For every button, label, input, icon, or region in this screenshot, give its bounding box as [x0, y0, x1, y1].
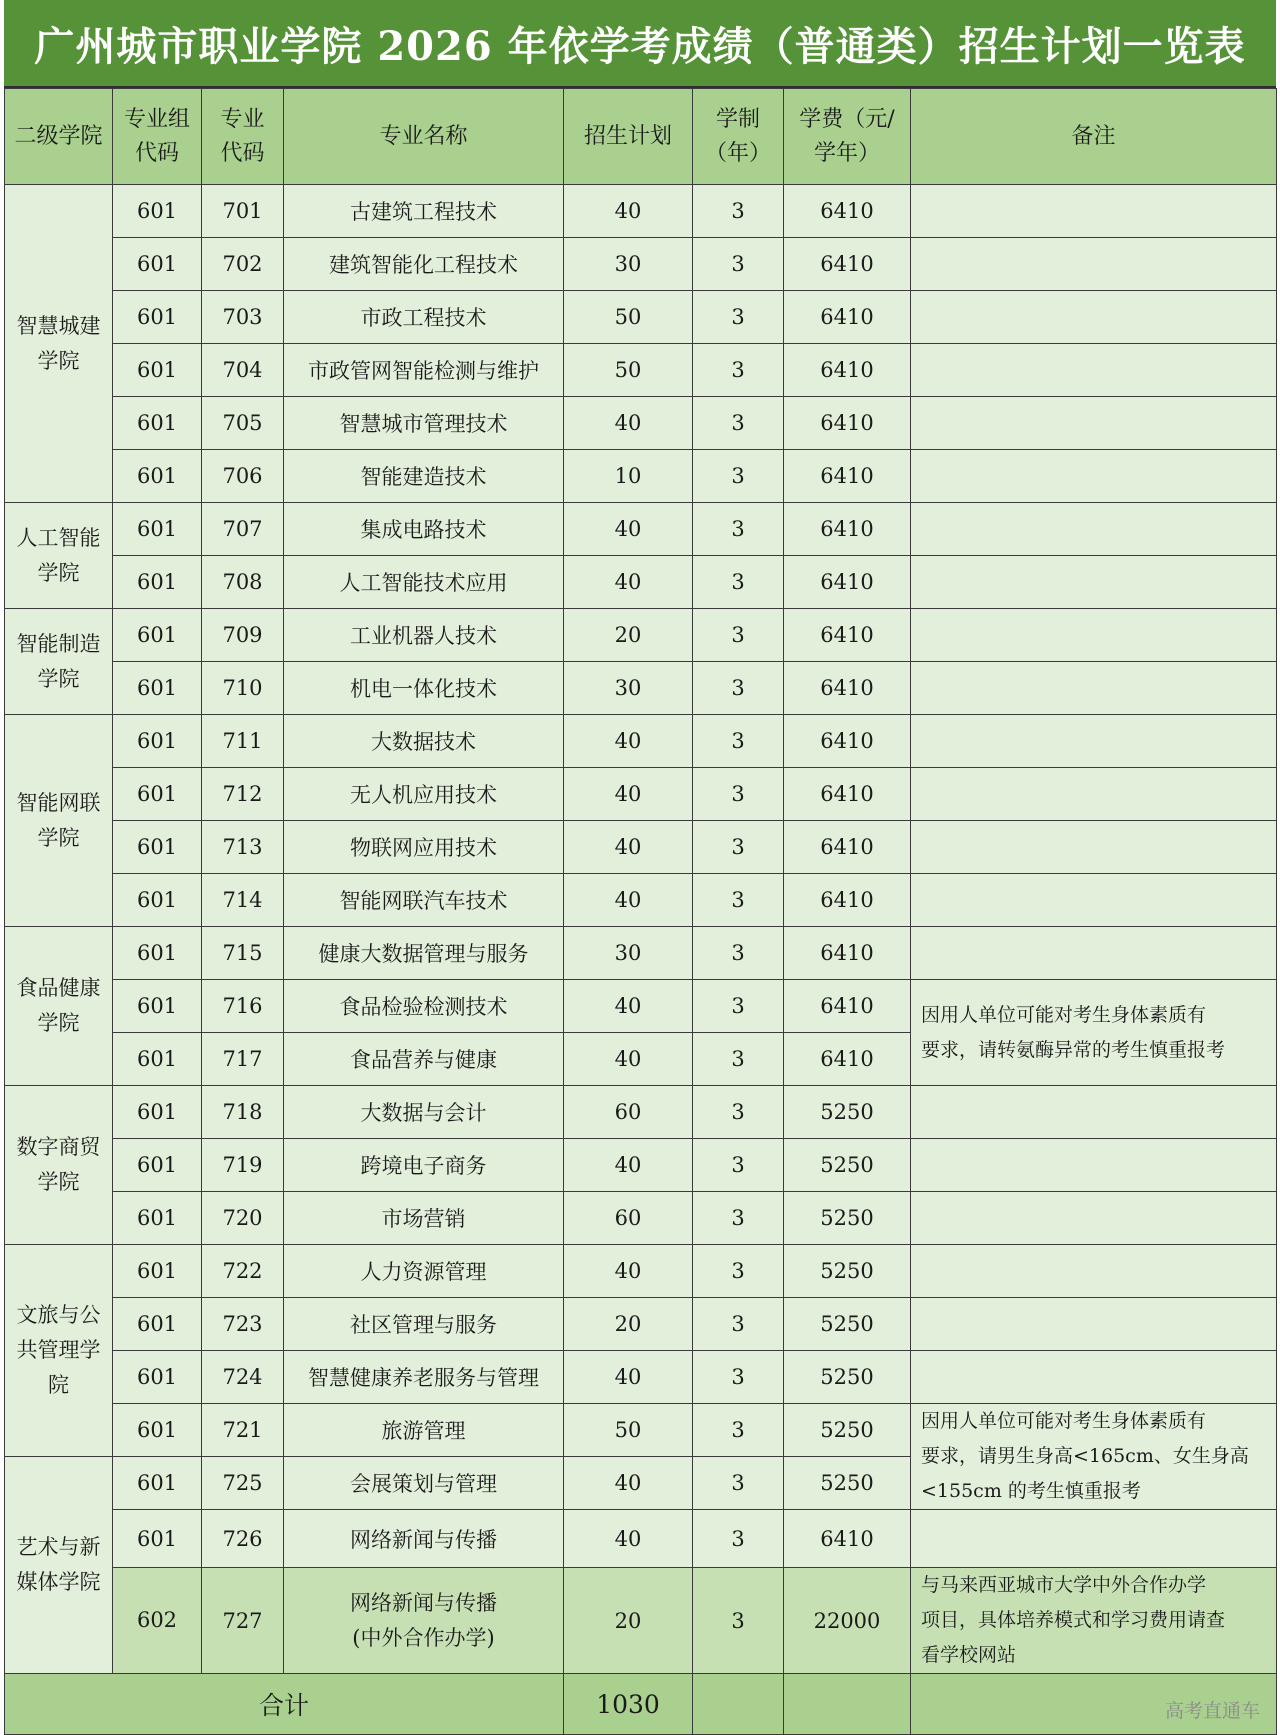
plan-cell: 40 — [564, 397, 693, 450]
fee-cell: 6410 — [784, 291, 911, 344]
major-code-cell: 721 — [202, 1404, 284, 1457]
college-cell: 人工智能 学院 — [5, 503, 113, 609]
fee-cell: 6410 — [784, 556, 911, 609]
remark-cell — [911, 503, 1277, 556]
group-code-cell: 601 — [113, 238, 202, 291]
major-name-cell: 跨境电子商务 — [284, 1139, 564, 1192]
remark-cell — [911, 238, 1277, 291]
major-name-cell: 会展策划与管理 — [284, 1457, 564, 1510]
major-name-cell: 网络新闻与传播 — [284, 1510, 564, 1568]
plan-cell: 40 — [564, 1457, 693, 1510]
fee-cell: 6410 — [784, 1510, 911, 1568]
watermark-text: 高考直通车 — [1164, 1700, 1260, 1722]
years-cell: 3 — [693, 1139, 784, 1192]
plan-cell: 40 — [564, 980, 693, 1033]
remark-cell — [911, 450, 1277, 503]
major-name-cell: 人工智能技术应用 — [284, 556, 564, 609]
major-code-cell: 704 — [202, 344, 284, 397]
college-cell: 数字商贸 学院 — [5, 1086, 113, 1245]
table-row — [5, 503, 1277, 556]
major-code-cell: 709 — [202, 609, 284, 662]
table-row — [5, 238, 1277, 291]
remark-cell — [911, 1351, 1277, 1404]
plan-cell: 40 — [564, 556, 693, 609]
plan-cell: 40 — [564, 821, 693, 874]
fee-cell: 5250 — [784, 1245, 911, 1298]
years-cell: 3 — [693, 397, 784, 450]
total-label: 合计 — [5, 1674, 564, 1735]
table-row — [5, 821, 1277, 874]
fee-cell: 5250 — [784, 1086, 911, 1139]
table-row — [5, 1404, 1277, 1457]
major-name-cell: 智能网联汽车技术 — [284, 874, 564, 927]
fee-cell: 6410 — [784, 662, 911, 715]
table-row — [5, 1192, 1277, 1245]
group-code-cell: 601 — [113, 450, 202, 503]
group-code-cell: 602 — [113, 1568, 202, 1674]
fee-cell: 6410 — [784, 927, 911, 980]
plan-cell: 50 — [564, 291, 693, 344]
table-row — [5, 980, 1277, 1033]
years-cell: 3 — [693, 927, 784, 980]
remark-cell — [911, 768, 1277, 821]
major-name-cell: 市场营销 — [284, 1192, 564, 1245]
years-cell: 3 — [693, 1457, 784, 1510]
major-code-cell: 720 — [202, 1192, 284, 1245]
plan-cell: 30 — [564, 927, 693, 980]
major-code-cell: 725 — [202, 1457, 284, 1510]
college-cell: 文旅与公 共管理学 院 — [5, 1245, 113, 1457]
fee-cell: 6410 — [784, 715, 911, 768]
major-name-cell: 社区管理与服务 — [284, 1298, 564, 1351]
major-code-cell: 722 — [202, 1245, 284, 1298]
major-name-cell: 大数据技术 — [284, 715, 564, 768]
plan-cell: 40 — [564, 768, 693, 821]
major-code-cell: 707 — [202, 503, 284, 556]
table-row — [5, 609, 1277, 662]
college-cell: 智能网联 学院 — [5, 715, 113, 927]
fee-cell: 6410 — [784, 344, 911, 397]
college-cell: 食品健康 学院 — [5, 927, 113, 1086]
years-cell: 3 — [693, 1298, 784, 1351]
plan-cell: 50 — [564, 1404, 693, 1457]
fee-cell: 6410 — [784, 821, 911, 874]
college-cell: 艺术与新 媒体学院 — [5, 1457, 113, 1674]
group-code-cell: 601 — [113, 1510, 202, 1568]
years-cell: 3 — [693, 1033, 784, 1086]
major-code-cell: 723 — [202, 1298, 284, 1351]
group-code-cell: 601 — [113, 609, 202, 662]
years-cell: 3 — [693, 291, 784, 344]
table-row — [5, 1139, 1277, 1192]
years-cell: 3 — [693, 503, 784, 556]
plan-cell: 40 — [564, 1245, 693, 1298]
major-code-cell: 703 — [202, 291, 284, 344]
remark-cell — [911, 1510, 1277, 1568]
years-cell: 3 — [693, 715, 784, 768]
table-row — [5, 185, 1277, 238]
table-row — [5, 344, 1277, 397]
group-code-cell: 601 — [113, 1086, 202, 1139]
major-code-cell: 706 — [202, 450, 284, 503]
header-college: 二级学院 — [5, 89, 113, 185]
major-name-cell: 古建筑工程技术 — [284, 185, 564, 238]
plan-cell: 40 — [564, 503, 693, 556]
group-code-cell: 601 — [113, 874, 202, 927]
fee-cell: 6410 — [784, 450, 911, 503]
table-row — [5, 768, 1277, 821]
years-cell: 3 — [693, 556, 784, 609]
major-code-cell: 701 — [202, 185, 284, 238]
table-row — [5, 450, 1277, 503]
table-row-highlighted — [5, 1568, 1277, 1674]
major-code-cell: 726 — [202, 1510, 284, 1568]
group-code-cell: 601 — [113, 1139, 202, 1192]
major-name-cell: 工业机器人技术 — [284, 609, 564, 662]
group-code-cell: 601 — [113, 1245, 202, 1298]
plan-cell: 20 — [564, 1568, 693, 1674]
group-code-cell: 601 — [113, 715, 202, 768]
total-empty-cell — [693, 1674, 784, 1735]
major-name-cell: 市政工程技术 — [284, 291, 564, 344]
major-code-cell: 719 — [202, 1139, 284, 1192]
major-name-cell: 网络新闻与传播 (中外合作办学) — [284, 1568, 564, 1674]
major-name-cell: 市政管网智能检测与维护 — [284, 344, 564, 397]
group-code-cell: 601 — [113, 821, 202, 874]
group-code-cell: 601 — [113, 768, 202, 821]
group-code-cell: 601 — [113, 980, 202, 1033]
remark-cell — [911, 927, 1277, 980]
table-row — [5, 715, 1277, 768]
table-row — [5, 662, 1277, 715]
header-major-code: 专业 代码 — [202, 89, 284, 185]
remark-cell — [911, 185, 1277, 238]
table-row — [5, 1298, 1277, 1351]
table-row — [5, 1510, 1277, 1568]
header-fee: 学费（元/ 学年） — [784, 89, 911, 185]
college-cell: 智能制造 学院 — [5, 609, 113, 715]
fee-cell: 5250 — [784, 1404, 911, 1457]
table-row — [5, 927, 1277, 980]
group-code-cell: 601 — [113, 662, 202, 715]
remark-cell-cooperation: 与马来西亚城市大学中外合作办学 项目，具体培养模式和学习费用请查 看学校网站 — [911, 1568, 1277, 1674]
fee-cell: 5250 — [784, 1139, 911, 1192]
remark-cell — [911, 662, 1277, 715]
major-name-cell: 建筑智能化工程技术 — [284, 238, 564, 291]
header-remark: 备注 — [911, 89, 1277, 185]
fee-cell: 6410 — [784, 609, 911, 662]
major-code-cell: 714 — [202, 874, 284, 927]
total-plan: 1030 — [564, 1674, 693, 1735]
fee-cell: 5250 — [784, 1457, 911, 1510]
plan-cell: 40 — [564, 1510, 693, 1568]
group-code-cell: 601 — [113, 1192, 202, 1245]
major-code-cell: 712 — [202, 768, 284, 821]
years-cell: 3 — [693, 609, 784, 662]
years-cell: 3 — [693, 1351, 784, 1404]
major-name-cell: 机电一体化技术 — [284, 662, 564, 715]
plan-cell: 30 — [564, 238, 693, 291]
years-cell: 3 — [693, 1245, 784, 1298]
group-code-cell: 601 — [113, 1298, 202, 1351]
years-cell: 3 — [693, 1510, 784, 1568]
years-cell: 3 — [693, 450, 784, 503]
table-row — [5, 291, 1277, 344]
years-cell: 3 — [693, 1568, 784, 1674]
major-code-cell: 710 — [202, 662, 284, 715]
group-code-cell: 601 — [113, 556, 202, 609]
header-row — [5, 89, 1277, 185]
major-name-cell: 集成电路技术 — [284, 503, 564, 556]
header-years: 学制 （年） — [693, 89, 784, 185]
major-code-cell: 711 — [202, 715, 284, 768]
plan-cell: 30 — [564, 662, 693, 715]
major-code-cell: 717 — [202, 1033, 284, 1086]
remark-cell — [911, 1139, 1277, 1192]
remark-cell-transaminase: 因用人单位可能对考生身体素质有 要求，请转氨酶异常的考生慎重报考 — [911, 980, 1277, 1086]
group-code-cell: 601 — [113, 397, 202, 450]
plan-cell: 60 — [564, 1192, 693, 1245]
remark-cell — [911, 344, 1277, 397]
major-code-cell: 705 — [202, 397, 284, 450]
table-row — [5, 556, 1277, 609]
group-code-cell: 601 — [113, 185, 202, 238]
remark-cell — [911, 397, 1277, 450]
table-row — [5, 874, 1277, 927]
plan-cell: 60 — [564, 1086, 693, 1139]
fee-cell: 6410 — [784, 238, 911, 291]
major-code-cell: 718 — [202, 1086, 284, 1139]
plan-cell: 10 — [564, 450, 693, 503]
major-code-cell: 716 — [202, 980, 284, 1033]
header-major-name: 专业名称 — [284, 89, 564, 185]
page-title: 广州城市职业学院 2026 年依学考成绩（普通类）招生计划一览表 — [4, 0, 1276, 88]
major-name-cell: 健康大数据管理与服务 — [284, 927, 564, 980]
plan-cell: 50 — [564, 344, 693, 397]
table-row — [5, 397, 1277, 450]
years-cell: 3 — [693, 1086, 784, 1139]
major-name-cell: 智能建造技术 — [284, 450, 564, 503]
plan-cell: 40 — [564, 1033, 693, 1086]
fee-cell: 6410 — [784, 185, 911, 238]
table-row — [5, 1245, 1277, 1298]
remark-cell — [911, 556, 1277, 609]
group-code-cell: 601 — [113, 1457, 202, 1510]
years-cell: 3 — [693, 1192, 784, 1245]
years-cell: 3 — [693, 980, 784, 1033]
remark-cell — [911, 1086, 1277, 1139]
fee-cell: 6410 — [784, 980, 911, 1033]
major-name-cell: 智慧城市管理技术 — [284, 397, 564, 450]
major-name-cell: 人力资源管理 — [284, 1245, 564, 1298]
group-code-cell: 601 — [113, 927, 202, 980]
major-code-cell: 708 — [202, 556, 284, 609]
group-code-cell: 601 — [113, 1351, 202, 1404]
major-code-cell: 715 — [202, 927, 284, 980]
major-name-cell: 食品营养与健康 — [284, 1033, 564, 1086]
fee-cell: 22000 — [784, 1568, 911, 1674]
header-group-code: 专业组 代码 — [113, 89, 202, 185]
remark-cell — [911, 1245, 1277, 1298]
table-row — [5, 1086, 1277, 1139]
remark-cell — [911, 1298, 1277, 1351]
fee-cell: 5250 — [784, 1298, 911, 1351]
years-cell: 3 — [693, 344, 784, 397]
plan-cell: 40 — [564, 874, 693, 927]
major-code-cell: 727 — [202, 1568, 284, 1674]
years-cell: 3 — [693, 185, 784, 238]
group-code-cell: 601 — [113, 1404, 202, 1457]
major-code-cell: 713 — [202, 821, 284, 874]
header-plan: 招生计划 — [564, 89, 693, 185]
years-cell: 3 — [693, 874, 784, 927]
group-code-cell: 601 — [113, 1033, 202, 1086]
group-code-cell: 601 — [113, 344, 202, 397]
enrollment-plan-table — [4, 88, 1277, 1735]
table-row — [5, 1351, 1277, 1404]
years-cell: 3 — [693, 1404, 784, 1457]
major-name-cell: 无人机应用技术 — [284, 768, 564, 821]
remark-cell-height: 因用人单位可能对考生身体素质有 要求，请男生身高<165cm、女生身高 <155cm 的考生慎重报考 — [911, 1404, 1277, 1510]
remark-cell — [911, 821, 1277, 874]
major-name-cell: 食品检验检测技术 — [284, 980, 564, 1033]
remark-cell — [911, 609, 1277, 662]
major-name-cell: 大数据与会计 — [284, 1086, 564, 1139]
major-name-cell: 旅游管理 — [284, 1404, 564, 1457]
remark-cell — [911, 874, 1277, 927]
group-code-cell: 601 — [113, 503, 202, 556]
college-cell: 智慧城建 学院 — [5, 185, 113, 503]
group-code-cell: 601 — [113, 291, 202, 344]
fee-cell: 6410 — [784, 1033, 911, 1086]
years-cell: 3 — [693, 662, 784, 715]
plan-cell: 20 — [564, 1298, 693, 1351]
fee-cell: 6410 — [784, 874, 911, 927]
total-row — [5, 1674, 1277, 1735]
plan-cell: 40 — [564, 1139, 693, 1192]
fee-cell: 5250 — [784, 1192, 911, 1245]
years-cell: 3 — [693, 821, 784, 874]
fee-cell: 6410 — [784, 503, 911, 556]
major-code-cell: 702 — [202, 238, 284, 291]
remark-cell — [911, 715, 1277, 768]
plan-cell: 40 — [564, 185, 693, 238]
total-empty-cell — [784, 1674, 911, 1735]
fee-cell: 6410 — [784, 768, 911, 821]
plan-cell: 40 — [564, 715, 693, 768]
remark-cell — [911, 291, 1277, 344]
fee-cell: 5250 — [784, 1351, 911, 1404]
major-name-cell: 智慧健康养老服务与管理 — [284, 1351, 564, 1404]
major-name-cell: 物联网应用技术 — [284, 821, 564, 874]
plan-cell: 40 — [564, 1351, 693, 1404]
plan-cell: 20 — [564, 609, 693, 662]
remark-cell — [911, 1192, 1277, 1245]
years-cell: 3 — [693, 238, 784, 291]
fee-cell: 6410 — [784, 397, 911, 450]
major-code-cell: 724 — [202, 1351, 284, 1404]
years-cell: 3 — [693, 768, 784, 821]
